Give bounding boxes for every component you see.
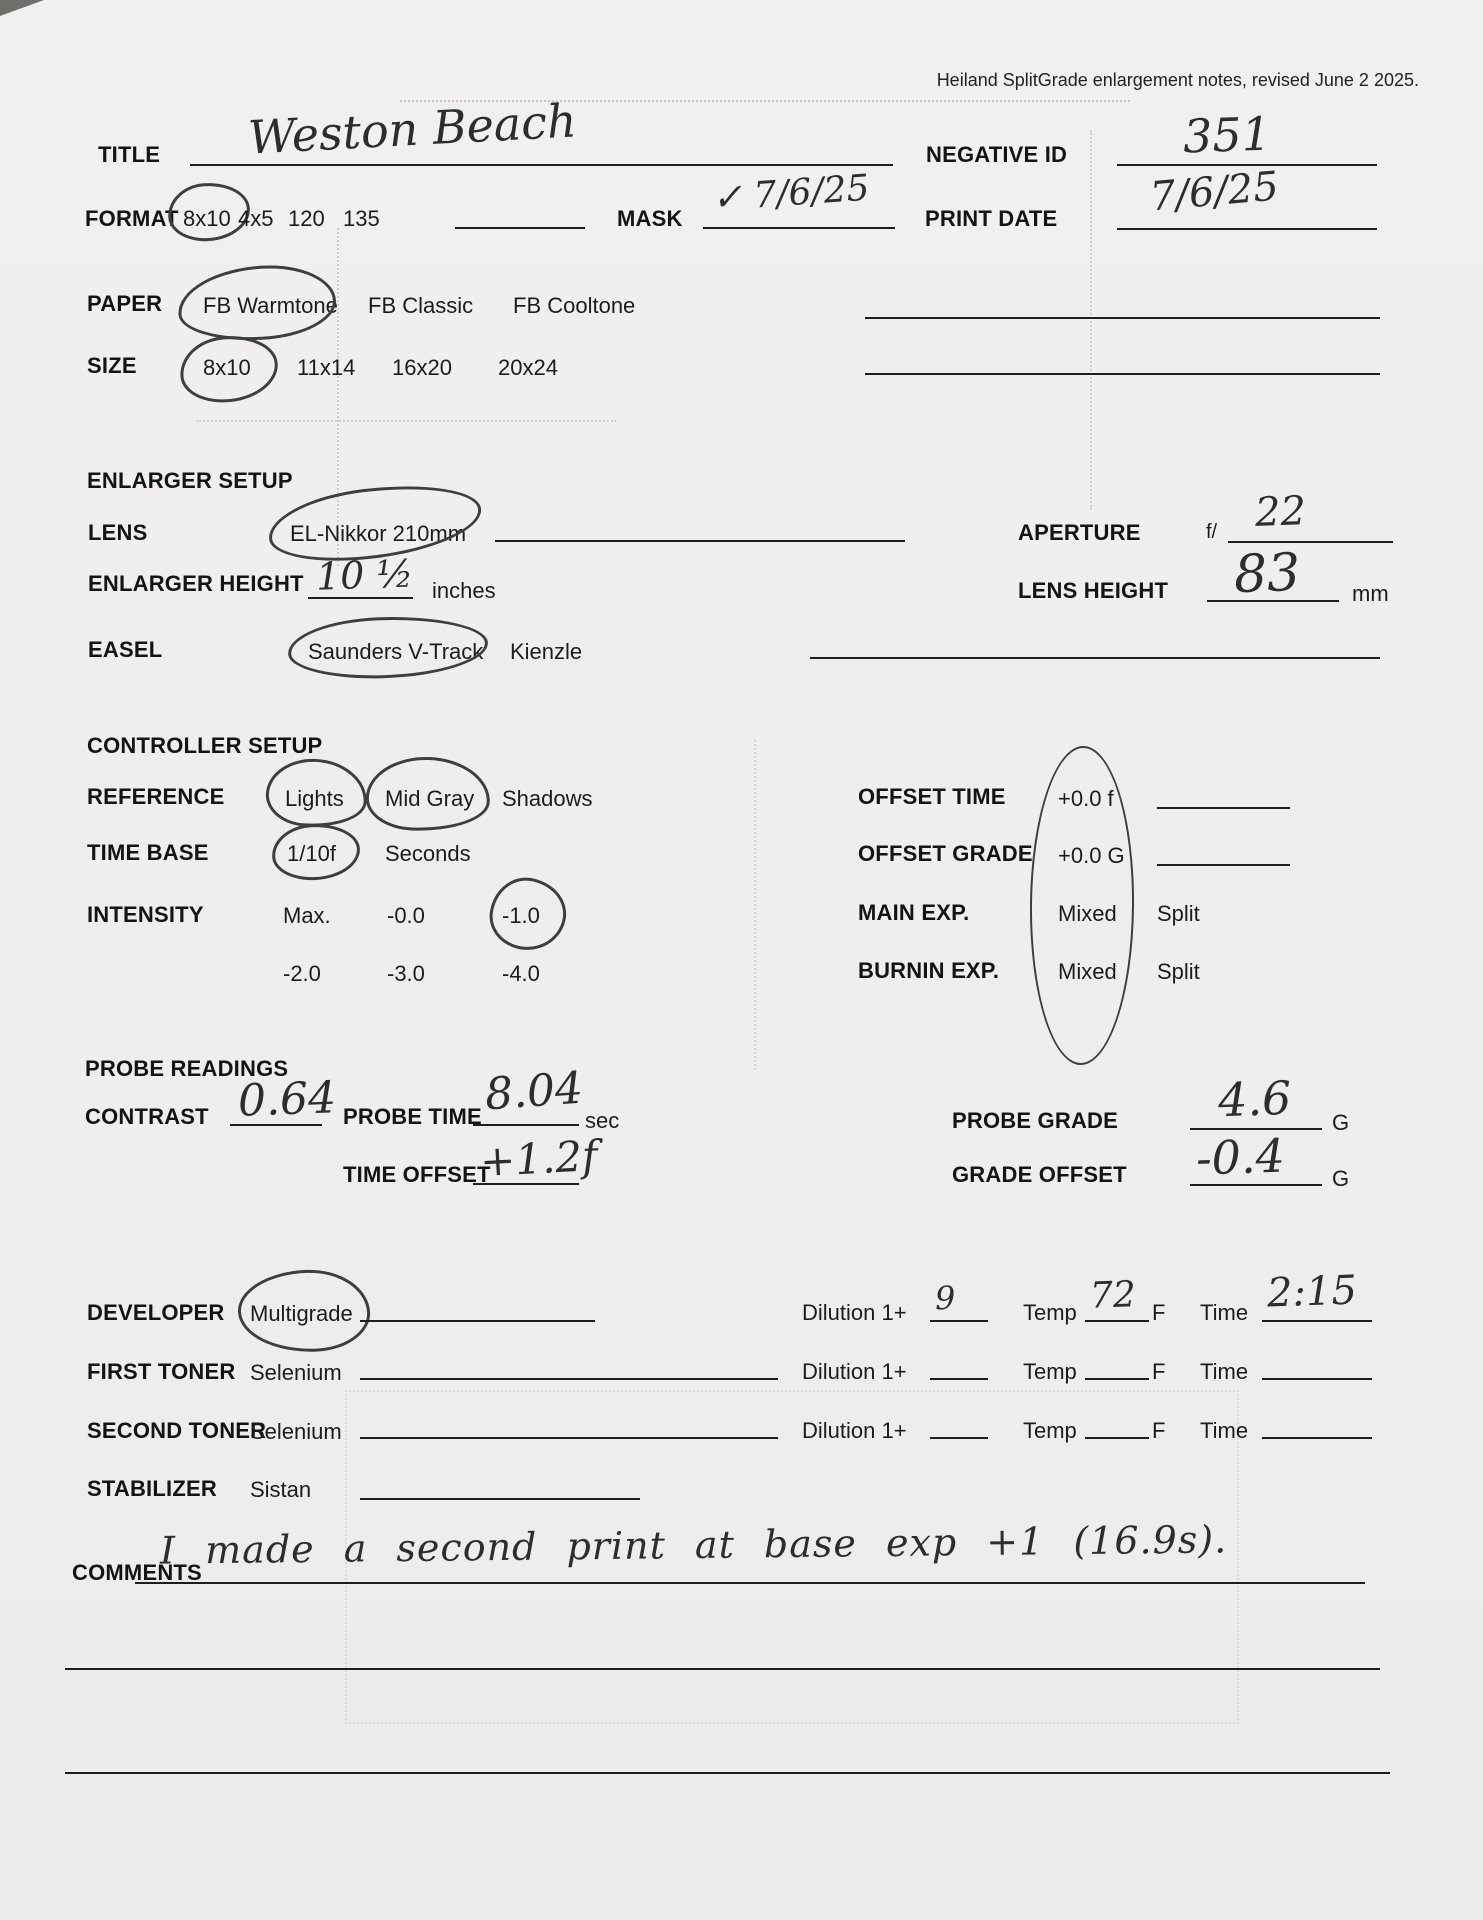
developer-temp-unit: F <box>1152 1300 1166 1325</box>
easel-option-saunders: Saunders V-Track <box>308 639 484 664</box>
easel-option-kienzle: Kienzle <box>510 639 583 664</box>
mask-value: ✓ 7/6/25 <box>710 167 871 220</box>
size-option-11x14: 11x14 <box>297 355 356 380</box>
size-option-20x24: 20x24 <box>498 355 558 380</box>
negative-id-value: 351 <box>1182 106 1272 164</box>
controller-setup-heading: CONTROLLER SETUP <box>87 733 323 758</box>
offset-time-line <box>1157 807 1290 809</box>
size-other-line <box>865 373 1380 375</box>
reference-label: REFERENCE <box>87 784 225 809</box>
second-toner-label: SECOND TONER <box>87 1418 267 1443</box>
second-toner-name: Selenium <box>250 1419 342 1444</box>
comments-label: COMMENTS <box>72 1560 202 1585</box>
burnin-exp-option-mixed: Mixed <box>1058 959 1117 984</box>
aperture-line <box>1228 541 1393 543</box>
format-other-line <box>455 227 585 229</box>
developer-temp-value: 72 <box>1089 1274 1137 1317</box>
developer-time-value: 2:15 <box>1266 1267 1358 1317</box>
burnin-exp-label: BURNIN EXP. <box>858 958 1000 983</box>
mask-label: MASK <box>617 206 683 231</box>
offset-time-label: OFFSET TIME <box>858 784 1006 809</box>
print-date-label: PRINT DATE <box>925 206 1058 231</box>
offset-grade-line <box>1157 864 1290 866</box>
first-toner-time-label: Time <box>1200 1359 1249 1384</box>
developer-label: DEVELOPER <box>87 1300 225 1325</box>
comments-value: I made a second print at base exp +1 (16.9s). <box>159 1517 1228 1573</box>
lens-label: LENS <box>88 520 148 545</box>
format-option-135: 135 <box>343 206 380 231</box>
first-toner-name-line <box>360 1378 778 1380</box>
intensity-option-minus00: -0.0 <box>387 903 425 928</box>
enlarger-height-label: ENLARGER HEIGHT <box>88 571 304 596</box>
first-toner-label: FIRST TONER <box>87 1359 236 1384</box>
probe-readings-heading: PROBE READINGS <box>85 1056 289 1081</box>
lens-other-line <box>495 540 905 542</box>
first-toner-time-line <box>1262 1378 1372 1380</box>
developer-name-line <box>360 1320 595 1322</box>
time-offset-label: TIME OFFSET <box>343 1162 491 1187</box>
grade-offset-value: -0.4 <box>1195 1128 1286 1186</box>
first-toner-dilution-label: Dilution 1+ <box>802 1359 907 1384</box>
second-toner-time-label: Time <box>1200 1418 1249 1443</box>
intensity-option-minus20: -2.0 <box>283 961 321 986</box>
extra-comments-line <box>65 1668 1380 1670</box>
bleedthrough-line <box>1090 130 1092 510</box>
main-exp-label: MAIN EXP. <box>858 900 970 925</box>
format-label: FORMAT <box>85 206 179 231</box>
stabilizer-name-line <box>360 1498 640 1500</box>
time-base-option-seconds: Seconds <box>385 841 471 866</box>
title-line <box>190 164 893 166</box>
easel-label: EASEL <box>88 637 163 662</box>
stabilizer-label: STABILIZER <box>87 1476 217 1501</box>
intensity-option-minus10: -1.0 <box>502 903 540 928</box>
developer-name: Multigrade <box>250 1301 353 1326</box>
comments-line <box>135 1582 1365 1584</box>
second-toner-name-line <box>360 1437 778 1439</box>
easel-other-line <box>810 657 1380 659</box>
second-toner-dilution-label: Dilution 1+ <box>802 1418 907 1443</box>
paper-option-fb-cooltone: FB Cooltone <box>513 293 636 318</box>
paper-other-line <box>865 317 1380 319</box>
scan-corner-artifact <box>0 0 44 16</box>
enlarger-height-unit: inches <box>432 578 496 603</box>
time-offset-value: +1.2f <box>478 1130 599 1187</box>
enlarger-setup-heading: ENLARGER SETUP <box>87 468 293 493</box>
aperture-label: APERTURE <box>1018 520 1141 545</box>
developer-temp-label: Temp <box>1023 1300 1077 1325</box>
contrast-label: CONTRAST <box>85 1104 209 1129</box>
bleedthrough-line <box>337 228 339 566</box>
second-toner-dilution-line <box>930 1437 988 1439</box>
time-base-label: TIME BASE <box>87 840 209 865</box>
lens-height-label: LENS HEIGHT <box>1018 578 1169 603</box>
paper-label: PAPER <box>87 291 163 316</box>
grade-offset-label: GRADE OFFSET <box>952 1162 1127 1187</box>
grade-offset-unit: G <box>1332 1166 1350 1191</box>
lens-value: EL-Nikkor 210mm <box>290 521 467 546</box>
paper-option-fb-warmtone: FB Warmtone <box>203 293 338 318</box>
format-option-120: 120 <box>288 206 325 231</box>
offset-grade-label: OFFSET GRADE <box>858 841 1033 866</box>
form-revision-note: Heiland SplitGrade enlargement notes, revised June 2 2025. <box>936 70 1419 90</box>
first-toner-name: Selenium <box>250 1360 342 1385</box>
developer-dilution-line <box>930 1320 988 1322</box>
aperture-value: 22 <box>1254 488 1307 536</box>
lens-height-value: 83 <box>1232 542 1302 606</box>
reference-option-shadows: Shadows <box>502 786 593 811</box>
reference-option-mid-gray: Mid Gray <box>385 786 475 811</box>
stabilizer-name: Sistan <box>250 1477 312 1502</box>
developer-time-label: Time <box>1200 1300 1249 1325</box>
second-toner-temp-label: Temp <box>1023 1418 1077 1443</box>
intensity-label: INTENSITY <box>87 902 204 927</box>
second-toner-temp-unit: F <box>1152 1418 1166 1443</box>
main-exp-option-mixed: Mixed <box>1058 901 1117 926</box>
contrast-value: 0.64 <box>237 1072 337 1127</box>
reference-option-lights: Lights <box>285 786 344 811</box>
title-value: Weston Beach <box>246 93 578 165</box>
intensity-option-minus30: -3.0 <box>387 961 425 986</box>
extra-comments-line <box>65 1772 1390 1774</box>
format-option-8x10: 8x10 <box>183 206 231 231</box>
developer-dilution-value: 9 <box>934 1278 957 1318</box>
burnin-exp-option-split: Split <box>1157 959 1200 984</box>
size-option-16x20: 16x20 <box>392 355 452 380</box>
enlarger-height-value: 10 ½ <box>315 551 415 599</box>
second-toner-temp-line <box>1085 1437 1149 1439</box>
intensity-option-minus40: -4.0 <box>502 961 540 986</box>
first-toner-temp-unit: F <box>1152 1359 1166 1384</box>
paper-option-fb-classic: FB Classic <box>368 293 474 318</box>
developer-dilution-label: Dilution 1+ <box>802 1300 907 1325</box>
first-toner-temp-label: Temp <box>1023 1359 1077 1384</box>
bleedthrough-line <box>196 420 616 422</box>
second-toner-time-line <box>1262 1437 1372 1439</box>
offset-time-value: +0.0 f <box>1058 786 1114 811</box>
aperture-prefix: f/ <box>1206 521 1218 543</box>
print-date-value: 7/6/25 <box>1148 163 1281 221</box>
size-label: SIZE <box>87 353 137 378</box>
probe-time-line <box>473 1124 579 1126</box>
first-toner-temp-line <box>1085 1378 1149 1380</box>
probe-grade-label: PROBE GRADE <box>952 1108 1118 1133</box>
developer-time-line <box>1262 1320 1372 1322</box>
bleedthrough-line <box>754 740 756 1070</box>
developer-temp-line <box>1085 1320 1149 1322</box>
negative-id-label: NEGATIVE ID <box>926 142 1068 167</box>
format-option-4x5: 4x5 <box>238 206 274 231</box>
intensity-option-max: Max. <box>283 903 331 928</box>
mask-line <box>703 227 895 229</box>
main-exp-option-split: Split <box>1157 901 1200 926</box>
probe-grade-unit: G <box>1332 1110 1350 1135</box>
title-label: TITLE <box>98 142 161 167</box>
lens-height-unit: mm <box>1352 581 1389 606</box>
time-base-option-110f: 1/10f <box>287 841 336 866</box>
first-toner-dilution-line <box>930 1378 988 1380</box>
size-option-8x10: 8x10 <box>203 355 251 380</box>
probe-time-value: 8.04 <box>483 1062 585 1121</box>
offset-grade-value: +0.0 G <box>1058 843 1125 868</box>
probe-time-unit: sec <box>585 1108 620 1133</box>
print-date-line <box>1117 228 1377 230</box>
probe-grade-value: 4.6 <box>1217 1070 1293 1128</box>
probe-time-label: PROBE TIME <box>343 1104 482 1129</box>
